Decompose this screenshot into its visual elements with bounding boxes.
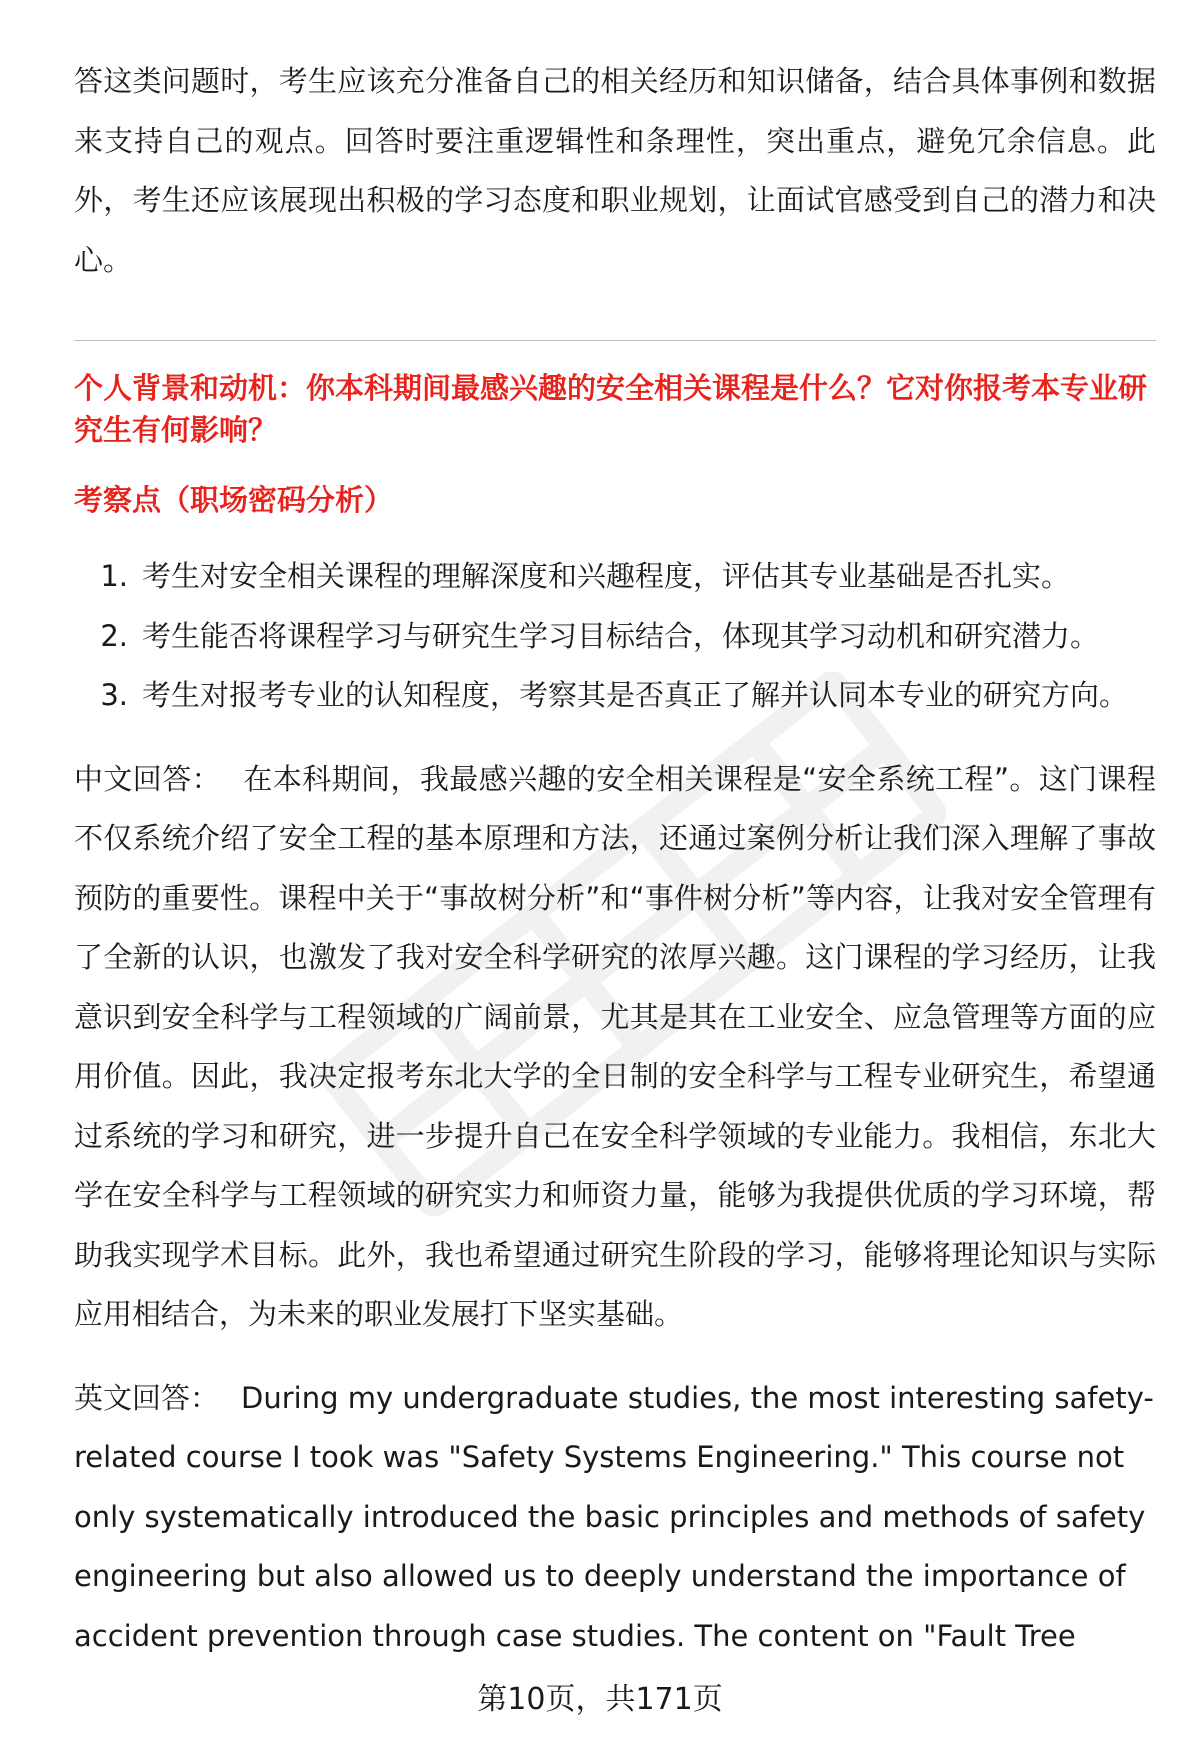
list-item [74, 547, 1156, 607]
chinese-answer-paragraph [74, 750, 1156, 1345]
english-answer [74, 1369, 1156, 1667]
list-item-number: 1. [100, 559, 128, 593]
list-item [74, 666, 1156, 726]
exam-points-list [74, 547, 1156, 726]
question-heading: 个人背景和动机：你本科期间最感兴趣的安全相关课程是什么？它对你报考本专业研究生有何影响？ [74, 371, 1148, 447]
chinese-answer [74, 750, 1156, 1345]
list-item-number: 3. [100, 678, 128, 712]
english-answer-label: 英文回答： [74, 1380, 220, 1415]
intro-paragraph: 答这类问题时，考生应该充分准备自己的相关经历和知识储备，结合具体事例和数据来支持自己的观点。回答时要注重逻辑性和条理性，突出重点，避免冗余信息。此外，考生还应该展现出积极的学习态度和职业规划，让面试官感受到自己的潜力和决心。 [74, 64, 1156, 277]
english-answer-paragraph [74, 1369, 1156, 1667]
list-item-number: 2. [100, 618, 128, 653]
page-footer: 第10页，共171页 [477, 1682, 723, 1717]
list-item [74, 607, 1156, 667]
english-answer-text: During my undergraduate studies, the most interesting safety-related course I took was "Safety Systems Engineering." This course not only systematically introduced the basic principles and methods of safety engineering but also allowed us to deeply understand the importance of accident prevention through case studies. The content on "Fault Tree [74, 1380, 1154, 1653]
exam-points-title: 考察点（职场密码分析） [74, 483, 394, 517]
list-item-text: 考生能否将课程学习与研究生学习目标结合，体现其学习动机和研究潜力。 [142, 618, 1100, 653]
chinese-answer-label: 中文回答： [74, 761, 222, 796]
section-divider [74, 340, 1156, 341]
chinese-answer-text: 在本科期间，我最感兴趣的安全相关课程是“安全系统工程”。这门课程不仅系统介绍了安全工程的基本原理和方法，还通过案例分析让我们深入理解了事故预防的重要性。课程中关于“事故树分析”和“事件树分析”等内容，让我对安全管理有了全新的认识，也激发了我对安全科学研究的浓厚兴趣。这门课程的学习经历，让我意识到安全科学与工程领域的广阔前景，尤其是其在工业安全、应急管理等方面的应用价值。因此，我决定报考东北大学的全日制的安全科学与工程专业研究生，希望通过系统的学习和研究，进一步提升自己在安全科学领域的专业能力。我相信，东北大学在安全科学与工程领域的研究实力和师资力量，能够为我提供优质的学习环境，帮助我实现学术目标。此外，我也希望通过研究生阶段的学习，能够将理论知识与实际应用相结合，为未来的职业发展打下坚实基础。 [74, 761, 1156, 1331]
main-content [74, 52, 1156, 1666]
list-item-text: 考生对报考专业的认知程度，考察其是否真正了解并认同本专业的研究方向。 [142, 678, 1129, 712]
list-item-text: 考生对安全相关课程的理解深度和兴趣程度，评估其专业基础是否扎实。 [142, 559, 1071, 593]
